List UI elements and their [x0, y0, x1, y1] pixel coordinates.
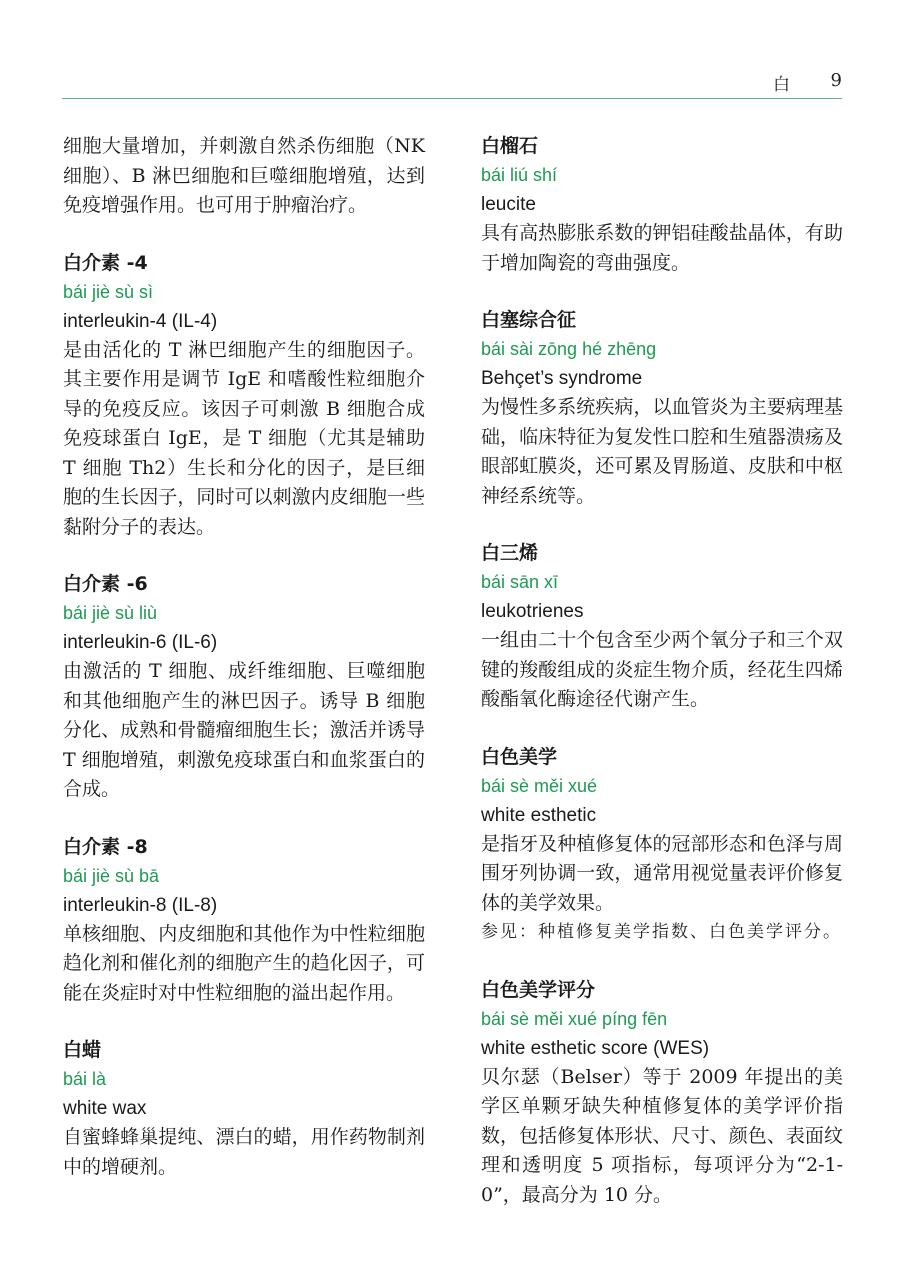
entry-english: white wax [63, 1098, 147, 1119]
entry-white-esthetic-score [481, 976, 843, 1211]
entry-interleukin-6 [63, 570, 425, 805]
entry-definition: 自蜜蜂蜂巢提纯、漂白的蜡，用作药物制剂中的增硬剂。 [63, 1126, 425, 1178]
entry-pinyin: bái jiè sù sì [63, 281, 154, 302]
entry-pinyin: bái liú shí [481, 165, 558, 185]
entry-interleukin-8 [63, 833, 425, 1009]
entry-definition: 具有高热膨胀系数的钾铝硅酸盐晶体，有助于增加陶瓷的弯曲强度。 [481, 222, 843, 274]
entry-english: leukotrienes [481, 601, 584, 622]
entry-definition: 单核细胞、内皮细胞和其他作为中性粒细胞趋化剂和催化剂的细胞产生的趋化因子，可能在炎症时对中性粒细胞的溢出起作用。 [63, 922, 425, 1004]
entry-english: interleukin-8 (IL-8) [63, 894, 218, 916]
entry-definition: 由激活的 T 细胞、成纤维细胞、巨噬细胞和其他细胞产生的淋巴因子。诱导 B 细胞分化、成熟和骨髓瘤细胞生长；激活并诱导 T 细胞增殖，刺激免疫球蛋白和血浆蛋白的合成。 [63, 660, 425, 800]
entry-english: white esthetic score (WES) [481, 1037, 710, 1059]
running-header [62, 64, 842, 99]
page-number: 9 [830, 70, 842, 91]
entry-english: leucite [481, 194, 536, 215]
entry-headword: 白介素 -6 [63, 573, 148, 595]
entry-pinyin: bái jiè sù liù [63, 603, 158, 623]
entry-english: interleukin-4 (IL-4) [63, 310, 218, 332]
continued-entry [63, 132, 425, 221]
entry-pinyin: bái là [63, 1069, 107, 1089]
entry-pinyin: bái jiè sù bā [63, 865, 160, 886]
entry-headword: 白色美学 [481, 745, 558, 768]
left-column [63, 132, 425, 1210]
header-character: 白 [773, 75, 790, 95]
entry-pinyin: bái sài zōng hé zhēng [481, 339, 657, 359]
entry-definition: 是指牙及种植修复体的冠部形态和色泽与周围牙列协调一致，通常用视觉量表评价修复体的美学效果。 [481, 832, 843, 914]
entry-definition: 为慢性多系统疾病，以血管炎为主要病理基础，临床特征为复发性口腔和生殖器溃疡及眼部虹膜炎，还可累及胃肠道、皮肤和中枢神经系统等。 [481, 396, 843, 507]
entry-english: Behçet’s syndrome [481, 368, 643, 389]
entry-headword: 白榴石 [481, 135, 539, 157]
entry-headword: 白介素 -4 [63, 251, 148, 274]
continued-definition: 细胞大量增加，并刺激自然杀伤细胞（NK 细胞）、B 淋巴细胞和巨噬细胞增殖，达到免疫增强作用。也可用于肿瘤治疗。 [63, 135, 425, 216]
entry-definition: 贝尔瑟（Belser）等于 2009 年提出的美学区单颗牙缺失种植修复体的美学评价指数，包括修复体形状、尺寸、颜色、表面纹理和透明度 5 项指标，每项评分为“2-1-0”，最高分为 10 分。 [481, 1065, 843, 1206]
entry-headword: 白塞综合征 [481, 309, 577, 331]
entry-white-wax [63, 1036, 425, 1182]
right-column [481, 132, 843, 1238]
entry-behcets-syndrome [481, 306, 843, 511]
entry-pinyin: bái sè měi xué [481, 775, 598, 796]
entry-interleukin-4 [63, 249, 425, 543]
entry-definition: 一组由二十个包含至少两个氧分子和三个双键的羧酸组成的炎症生物介质，经花生四烯酸酯氧化酶途径代谢产生。 [481, 629, 843, 710]
entry-headword: 白三烯 [481, 542, 539, 564]
entry-headword: 白介素 -8 [63, 835, 148, 858]
entry-pinyin: bái sān xī [481, 572, 559, 592]
entry-see-also: 参见：种植修复美学指数、白色美学评分。 [481, 922, 842, 942]
entry-english: white esthetic [481, 804, 597, 826]
entry-leukotrienes [481, 539, 843, 715]
entry-headword: 白色美学评分 [481, 978, 596, 1001]
entry-english: interleukin-6 (IL-6) [63, 632, 218, 653]
entry-pinyin: bái sè měi xué píng fēn [481, 1008, 668, 1029]
entry-leucite [481, 132, 843, 278]
entry-headword: 白蜡 [63, 1039, 102, 1061]
entry-definition: 是由活化的 T 淋巴细胞产生的细胞因子。其主要作用是调节 IgE 和嗜酸性粒细胞介导的免疫反应。该因子可刺激 B 细胞合成免疫球蛋白 IgE，是 T 细胞（尤其是辅助 T 细胞 Th2）生长和分化的因子，是巨细胞的生长因子，同时可以刺激内皮细胞一些黏附分子的表达。 [63, 338, 425, 538]
entry-white-esthetic [481, 743, 843, 948]
